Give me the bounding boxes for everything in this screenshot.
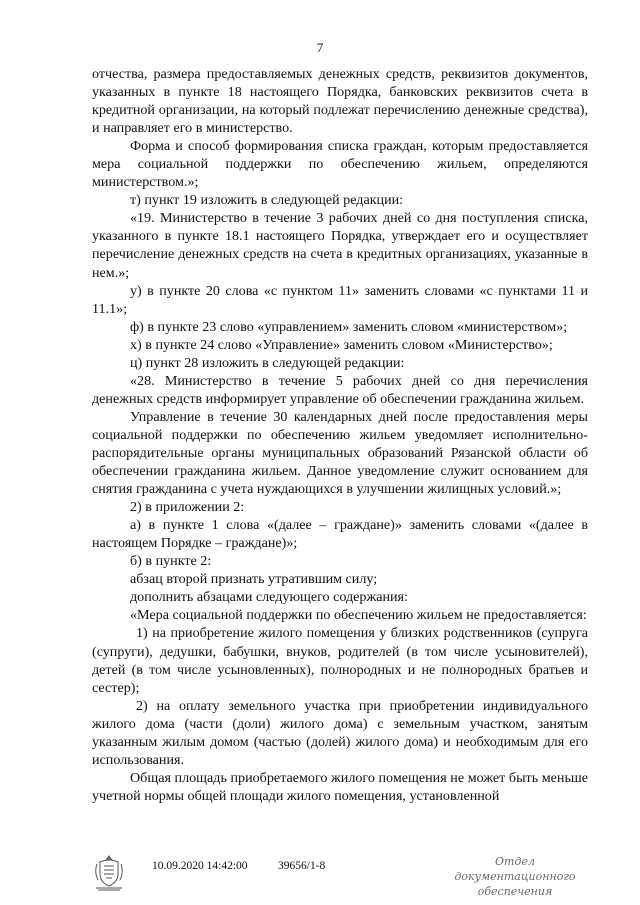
page-footer (0, 848, 640, 898)
coat-of-arms-icon (92, 852, 126, 892)
department-line: Отдел документационного (454, 855, 576, 883)
department-stamp (440, 854, 590, 899)
document-body (92, 65, 588, 805)
footer-doc-number: 39656/1-8 (278, 860, 326, 872)
paragraph: 2) на оплату земельного участка при приобретении индивидуального жилого дома (части (доли) жилого дома) с земельным участком, занятым указанным жилым домом (частью (долей) жилого дома) и необходимым для его использования. (92, 697, 588, 768)
paragraph: х) в пункте 24 слово «Управление» заменить словом «Министерство»; (130, 336, 553, 353)
department-line: обеспечения (477, 885, 553, 898)
page-number: 7 (316, 40, 324, 55)
paragraph: ц) пункт 28 изложить в следующей редакции: (130, 354, 405, 371)
paragraph: ф) в пункте 23 слово «управлением» заменить словом «министерством»; (130, 318, 568, 335)
paragraph: б) в пункте 2: (130, 553, 212, 570)
paragraph: т) пункт 19 изложить в следующей редакции: (130, 192, 404, 209)
paragraph: абзац второй признать утратившим силу; (130, 571, 378, 588)
paragraph: «Мера социальной поддержки по обеспечению жильем не предоставляется: (130, 607, 587, 624)
paragraph: 1) на приобретение жилого помещения у близких родственников (супруга (супруги), дедушки, бабушки, внуков, родителей (в том числе усыновителей), детей (в том числе усыновленных), полнородных и не полнородных братьев и сестер); (92, 625, 588, 696)
paragraph: «19. Министерство в течение 3 рабочих дней со дня поступления списка, указанного в пункте 18.1 настоящего Порядка, утверждает его и осуществляет перечисление денежных средств на счета в кредитных организациях, указанные в нем.»; (92, 210, 588, 281)
footer-date: 10.09.2020 14:42:00 (152, 860, 248, 872)
paragraph: Общая площадь приобретаемого жилого помещения не может быть меньше учетной нормы общей площади жилого помещения, установленной (92, 769, 588, 804)
paragraph: Управление в течение 30 календарных дней после предоставления меры социальной поддержки по обеспечению жильем уведомляет исполнительно-распорядительные органы муниципальных образований Рязанской области об обеспечении гражданина жильем. Данное уведомление служит основанием для снятия гражданина с учета нуждающихся в улучшении жилищных условий.»; (92, 408, 588, 498)
paragraph: «28. Министерство в течение 5 рабочих дней со дня перечисления денежных средств информирует управление об обеспечении гражданина жильем. (92, 372, 588, 407)
paragraph: отчества, размера предоставляемых денежных средств, реквизитов документов, указанных в пункте 18 настоящего Порядка, банковских реквизитов счета в кредитной организации, на который подлежат перечислению денежные средства), и направляет его в министерство. (92, 66, 588, 137)
paragraph: дополнить абзацами следующего содержания: (130, 589, 408, 606)
paragraph: у) в пункте 20 слова «с пунктом 11» заменить словами «с пунктами 11 и 11.1»; (92, 282, 588, 317)
paragraph: 2) в приложении 2: (130, 499, 245, 516)
paragraph: а) в пункте 1 слова «(далее – граждане)» заменить словами «(далее в настоящем Порядке – граждане)»; (92, 517, 588, 552)
paragraph: Форма и способ формирования списка граждан, которым предоставляется мера социальной поддержки по обеспечению жильем, определяются министерством.»; (92, 138, 588, 191)
